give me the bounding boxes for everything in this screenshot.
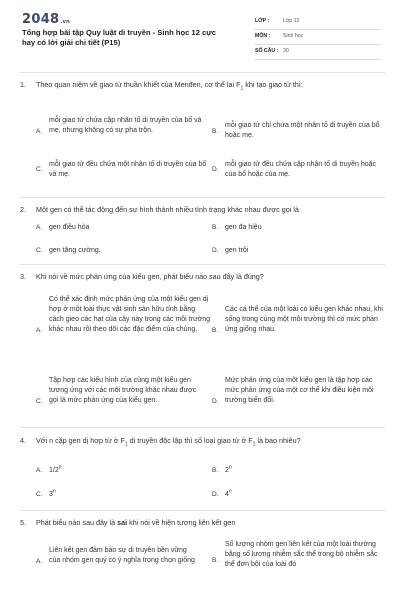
logo-suffix: .vn <box>60 19 71 25</box>
option-letter: D. <box>212 166 219 173</box>
site-logo[interactable] <box>22 12 70 27</box>
option-text: gen điều hòa <box>49 224 90 231</box>
option-b[interactable] <box>212 540 387 582</box>
option-a[interactable] <box>36 223 206 233</box>
option-text: gen trội <box>225 247 249 254</box>
option-text <box>225 466 345 476</box>
option-a[interactable] <box>36 295 214 367</box>
option-b[interactable] <box>212 116 387 148</box>
question-5 <box>20 518 385 598</box>
option-text <box>225 490 345 500</box>
option-d[interactable] <box>212 490 382 500</box>
option-letter: C. <box>36 247 43 254</box>
question-text-part: khi nói về hiện tượng liên kết gen <box>127 518 236 527</box>
option-d[interactable] <box>212 376 387 418</box>
option-text: mỗi giao tử đều chứa cặp nhân tố di truyền hoặc của bố hoặc của mẹ. <box>225 161 377 178</box>
question-stem <box>20 80 385 90</box>
option-letter: C. <box>36 166 43 173</box>
info-label: LỚP : <box>255 18 270 24</box>
option-letter: C. <box>36 491 43 498</box>
question-number: 2. <box>20 205 26 214</box>
option-text: Liên kết gen đảm bảo sự di truyền bền vững của nhóm gen quý có ý nghĩa trọng chọn giống <box>49 547 195 564</box>
option-text <box>49 490 169 500</box>
emphasis-text: sai <box>117 518 128 527</box>
info-row-question-count <box>255 46 380 60</box>
option-d[interactable] <box>212 246 382 256</box>
question-stem <box>20 205 385 215</box>
option-letter: D. <box>212 398 219 405</box>
divider <box>20 197 385 198</box>
option-letter: B. <box>212 467 219 474</box>
question-stem <box>20 436 385 446</box>
question-text-part: di truyền độc lập thì số loại giao tử ở F <box>127 436 253 445</box>
option-letter: B. <box>212 327 219 334</box>
question-text <box>36 436 385 446</box>
superscript: n <box>228 488 232 495</box>
document-info <box>255 16 380 61</box>
option-b[interactable] <box>212 305 387 355</box>
question-number: 3. <box>20 272 26 281</box>
option-text: gen đa hiệu <box>225 224 262 231</box>
question-text-part: Với n cặp gen dị hợp tử ở F <box>36 436 125 445</box>
option-text: mỗi giao tử chứa cặp nhân tố di truyền của bố và mẹ, nhưng không có sự pha trộn. <box>49 117 202 134</box>
option-text: gen tăng cường. <box>49 247 101 254</box>
subscript: 1 <box>240 85 244 92</box>
superscript: n <box>58 464 62 471</box>
option-letter: B. <box>212 224 219 231</box>
divider <box>20 72 385 73</box>
option-text: Các cá thể của một loài có kiểu gen khác nhau, khi sống trong cùng một môi trường thì có mức phản ứng giống nhau. <box>225 306 383 333</box>
option-letter: B. <box>212 128 219 135</box>
superscript: n <box>52 488 56 495</box>
option-c[interactable] <box>36 246 206 256</box>
option-letter: A. <box>36 467 43 474</box>
option-c[interactable] <box>36 160 216 184</box>
option-text: mỗi giao tử chỉ chứa một nhân tố di truyền của bố hoặc mẹ. <box>225 122 380 139</box>
option-base: 4 <box>225 491 229 498</box>
option-text <box>49 466 169 476</box>
question-text-part: là bao nhiêu? <box>255 436 301 445</box>
divider <box>20 264 385 265</box>
option-letter: D. <box>212 247 219 254</box>
option-letter: D. <box>212 491 219 498</box>
info-label: MÔN : <box>255 33 271 39</box>
option-text: Số lượng nhóm gen liên kết của một loài thường bằng số lượng nhiễm sắc thể trong bộ nhiễm sắc thể đơn bội của loài đó <box>225 541 378 568</box>
option-base: 1/2 <box>49 467 59 474</box>
info-row-grade <box>255 16 380 30</box>
document-title: Tổng hợp bài tập Quy luật di truyền - Sinh học 12 cực hay có lời giải chi tiết (P15) <box>22 28 217 47</box>
question-text <box>36 518 385 528</box>
option-letter: B. <box>212 557 219 564</box>
question-text: Khi nói về mức phản ứng của kiểu gen, phát biểu nào sau đây là đúng? <box>36 272 264 281</box>
option-b[interactable] <box>212 466 382 476</box>
logo-text: 2048 <box>22 12 60 27</box>
option-text: Có thể xác định mức phản ứng của một kiểu gen dị hợp ở một loài thực vật sinh sản hữu tính bằng cách gieo các hạt của cây này trong các môi trường khác nhau rồi theo dõi các đặc điểm của chúng. <box>49 296 211 333</box>
header <box>0 0 400 62</box>
info-value: Lớp 12 <box>283 18 300 24</box>
question-3 <box>20 272 385 442</box>
option-b[interactable] <box>212 223 382 233</box>
option-letter: C. <box>36 398 43 405</box>
option-text: mỗi giao tử đều chứa một nhân tố di truyền của bố và mẹ. <box>49 161 207 178</box>
question-number: 4. <box>20 436 26 445</box>
question-text-part: khi tạo giao tử thì: <box>243 80 303 89</box>
option-base: 2 <box>225 467 229 474</box>
option-letter: A. <box>36 558 43 565</box>
superscript: n <box>228 464 232 471</box>
option-c[interactable] <box>36 376 214 418</box>
option-c[interactable] <box>36 490 206 500</box>
info-label: SỐ CÂU : <box>255 48 279 54</box>
question-4 <box>20 436 385 504</box>
option-a[interactable] <box>36 546 214 578</box>
option-letter: A. <box>36 128 43 135</box>
subscript: 1 <box>124 441 128 448</box>
info-row-subject <box>255 31 380 45</box>
divider <box>20 510 385 511</box>
question-text-part: Phát biểu nào sau đây là <box>36 518 118 527</box>
option-a[interactable] <box>36 116 219 148</box>
question-text-part: Theo quan niệm về giao tử thuần khiết của Menđen, cơ thể lai F <box>36 80 241 89</box>
subscript: 1 <box>252 441 256 448</box>
question-1 <box>20 80 385 190</box>
info-value: 30 <box>283 48 289 54</box>
option-d[interactable] <box>212 160 387 184</box>
question-stem <box>20 518 385 528</box>
option-letter: A. <box>36 327 43 334</box>
question-2 <box>20 205 385 260</box>
option-a[interactable] <box>36 466 206 476</box>
divider <box>20 427 385 428</box>
question-number: 5. <box>20 518 26 527</box>
option-letter: A. <box>36 224 43 231</box>
info-value: Sinh học <box>283 33 304 39</box>
question-number: 1. <box>20 80 26 89</box>
option-text: Mức phản ứng của một kiểu gen là tập hợp các mức phản ứng của một cơ thể khi điều kiện môi trường biến đổi. <box>225 377 374 404</box>
question-stem <box>20 272 385 282</box>
option-base: 3 <box>49 491 53 498</box>
option-text: Tập hợp các kiểu hình của cùng một kiểu gen tương ứng với các môi trường khác nhau được gọi là mức phản ứng của kiểu gen. <box>49 377 197 404</box>
question-text <box>36 80 385 90</box>
question-text: Một gen có thể tác động đến sự hình thành nhiều tính trạng khác nhau được gọi là <box>36 205 299 214</box>
